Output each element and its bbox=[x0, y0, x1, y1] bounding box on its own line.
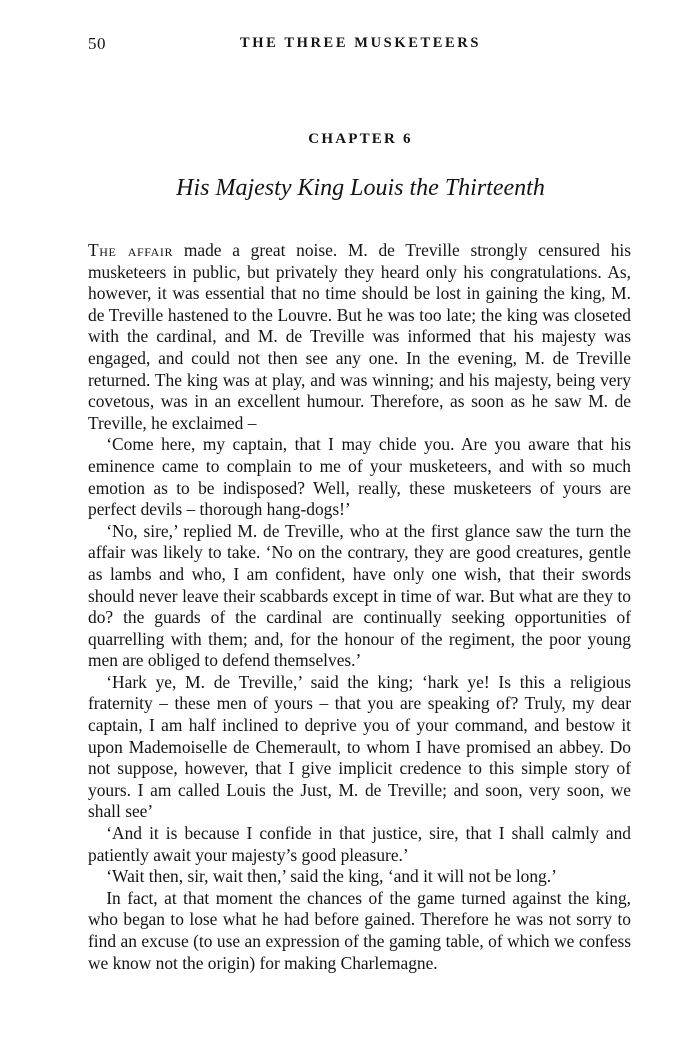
page-number: 50 bbox=[88, 34, 106, 53]
paragraph-1 bbox=[88, 240, 631, 434]
paragraph-2: ‘Come here, my captain, that I may chide you. Are you aware that his eminence came to complain to me of your musketeers, and with so much emotion as to be indisposed? Well, really, these musketeers of yours are perfect devils – thorough hang-dogs!’ bbox=[88, 434, 631, 520]
book-title: THE THREE MUSKETEERS bbox=[239, 35, 482, 51]
paragraph-1-text: made a great noise. M. de Treville strongly censured his musketeers in public, but privately they heard only his congratulations. As, however, it was essential that no time should be lost in gaining the king, M. de Treville hastened to the Louvre. But he was too late; the king was closeted with the cardinal, and M. de Treville was informed that his majesty was engaged, and could not then see any one. In the evening, M. de Treville returned. The king was at play, and was winning; and his majesty, being very covetous, was in an excellent humour. Therefore, as soon as he saw M. de Treville, he exclaimed – bbox=[88, 240, 631, 433]
paragraph-5: ‘And it is because I confide in that justice, sire, that I shall calmly and patiently await your majesty’s good pleasure.’ bbox=[88, 823, 631, 865]
chapter-number: CHAPTER 6 bbox=[308, 131, 413, 147]
paragraph-4: ‘Hark ye, M. de Treville,’ said the king; ‘hark ye! Is this a religious fraternity – these men of yours – that you are speaking of? Truly, my dear captain, I am half inclined to deprive you of your command, and bestow it upon Mademoiselle de Chemerault, to whom I have promised an abbey. Do not suppose, however, that I give implicit credence to this simple story of yours. I am called Louis the Just, M. de Treville; and soon, very soon, we shall see’ bbox=[88, 671, 631, 822]
chapter-title: His Majesty King Louis the Thirteenth bbox=[176, 175, 545, 201]
paragraph-7: In fact, at that moment the chances of the game turned against the king, who began to lose what he had before gained. Therefore he was not sorry to find an excuse (to use an expression of the gaming table, of which we confess we know not the origin) for making Charlemagne. bbox=[88, 887, 631, 973]
paragraph-lead-in: The affair bbox=[88, 240, 174, 260]
paragraph-6: ‘Wait then, sir, wait then,’ said the king, ‘and it will not be long.’ bbox=[106, 866, 557, 887]
paragraph-3: ‘No, sire,’ replied M. de Treville, who at the first glance saw the turn the affair was likely to take. ‘No on the contrary, they are good creatures, gentle as lambs and who, I am confident, have only one wish, that their swords should never leave their scabbards except in time of war. But what are they to do? the guards of the cardinal are continually seeking opportunities of quarrelling with them; and, for the honour of the regiment, the poor young men are obliged to defend themselves.’ bbox=[88, 520, 631, 671]
running-head bbox=[88, 34, 633, 56]
chapter-body bbox=[88, 240, 631, 974]
